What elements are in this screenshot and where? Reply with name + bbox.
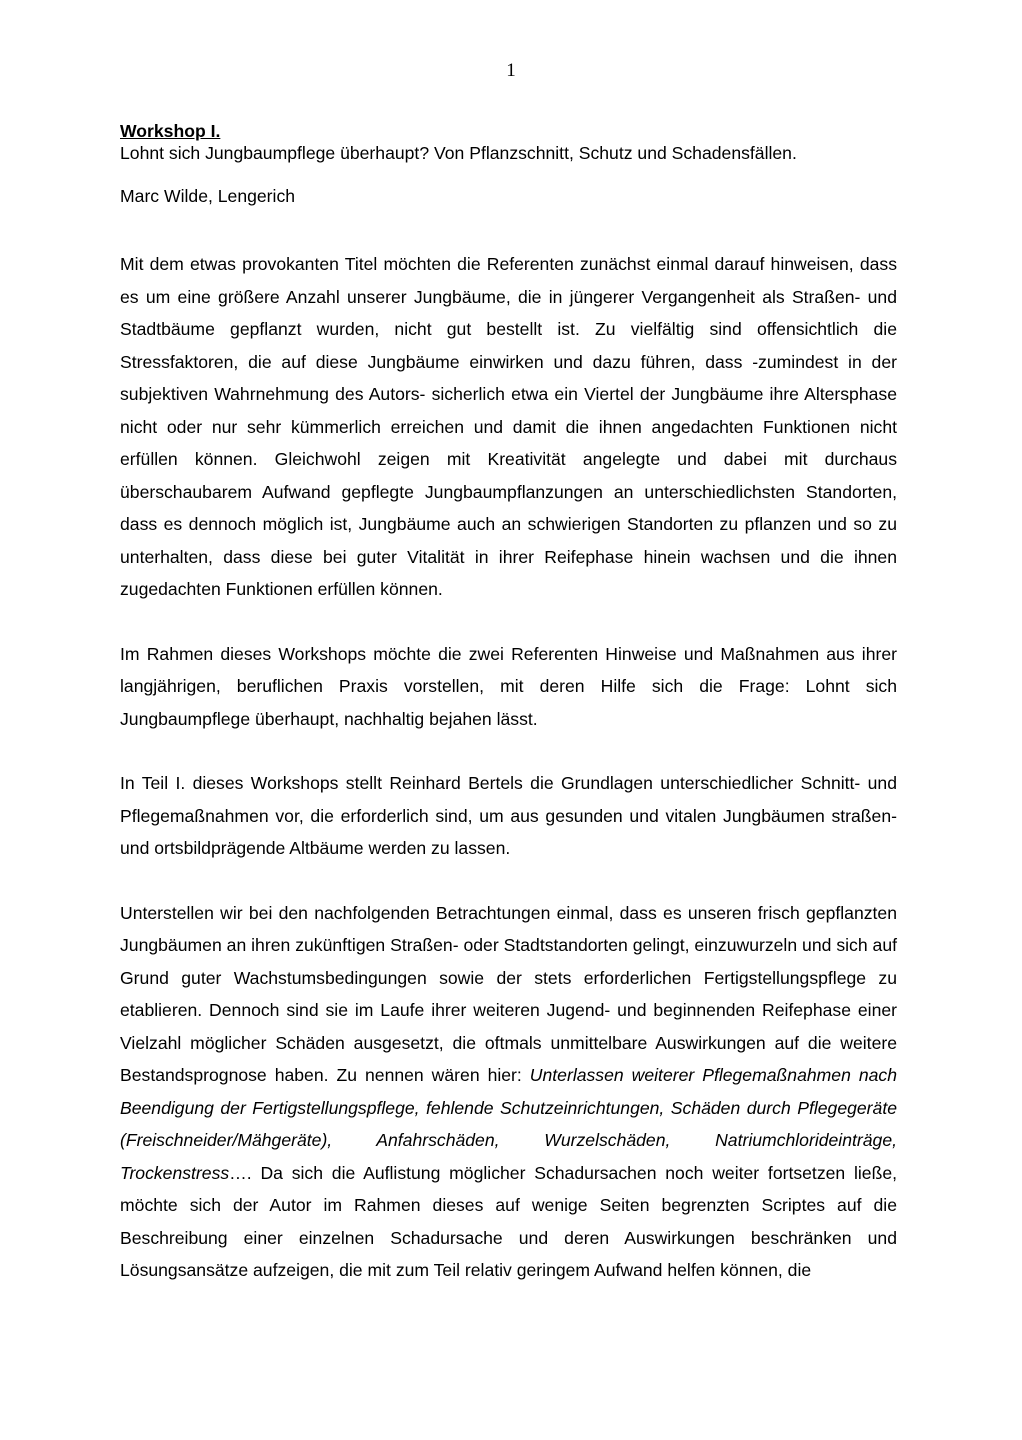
paragraph-damage-causes	[120, 897, 897, 1287]
workshop-subtitle: Lohnt sich Jungbaumpflege überhaupt? Von Pflanzschnitt, Schutz und Schadensfällen.	[120, 143, 797, 163]
paragraph-intro: Mit dem etwas provokanten Titel möchten die Referenten zunächst einmal darauf hinweisen, dass es um eine größere Anzahl unserer Jungbäume, die in jüngerer Vergangenheit als Straßen- und Stadtbäume gepflanzt wurden, nicht gut bestellt ist. Zu vielfältig sind offensichtlich die Stressfaktoren, die auf diese Jungbäume einwirken und dazu führen, dass -zumindest in der subjektiven Wahrnehmung des Autors- sicherlich etwa ein Viertel der Jungbäume ihre Altersphase nicht oder nur sehr kümmerlich erreichen und damit die ihnen angedachten Funktionen nicht erfüllen können. Gleichwohl zeigen mit Kreativität angelegte und dabei mit durchaus überschaubarem Aufwand gepflegte Jungbaumpflanzungen an unterschiedlichsten Standorten, dass es dennoch möglich ist, Jungbäume auch an schwierigen Standorten zu pflanzen und so zu unterhalten, dass diese bei guter Vitalität in ihrer Reifephase hinein wachsen und die ihnen zugedachten Funktionen erfüllen können.	[120, 254, 897, 599]
paragraph-part-one: In Teil I. dieses Workshops stellt Reinhard Bertels die Grundlagen unterschiedlicher Schnitt- und Pflegemaßnahmen vor, die erforderlich sind, um aus gesunden und vitalen Jungbäumen straßen- und ortsbildprägende Altbäume werden zu lassen.	[120, 773, 897, 858]
damage-causes-list: Unterlassen weiterer Pflegemaßnahmen nach Beendigung der Fertigstellungspflege, fehlende Schutzeinrichtungen, Schäden durch Pflegegeräte (Freischneider/Mähgeräte), Anfahrschäden, Wurzelschäden, Natriumchlorideinträge, Trockenstress	[120, 1065, 897, 1183]
page-number: 1	[506, 60, 516, 81]
paragraph-workshop-scope: Im Rahmen dieses Workshops möchte die zwei Referenten Hinweise und Maßnahmen aus ihrer langjährigen, beruflichen Praxis vorstellen, mit deren Hilfe sich die Frage: Lohnt sich Jungbaumpflege überhaupt, nachhaltig bejahen lässt.	[120, 643, 897, 729]
ellipsis: ….	[229, 1162, 252, 1183]
author-line: Marc Wilde, Lengerich	[120, 186, 296, 206]
document-body	[120, 120, 897, 1287]
damage-intro-text: Unterstellen wir bei den nachfolgenden Betrachtungen einmal, dass es unseren frisch gepflanzten Jungbäumen an ihren zukünftigen Straßen- oder Stadtstandorten gelingt, einzuwurzeln und sich auf Grund guter Wachstumsbedingungen sowie der stets erforderlichen Fertigstellungspflege zu etablieren. Dennoch sind sie im Laufe ihrer weiteren Jugend- und beginnenden Reifephase einer Vielzahl möglicher Schäden ausgesetzt, die oftmals unmittelbare Auswirkungen auf die weitere Bestandsprognose haben. Zu nennen wären hier:	[120, 902, 897, 1085]
workshop-title: Workshop I.	[120, 121, 221, 141]
damage-rest-text: Da sich die Auflistung möglicher Schadursachen noch weiter fortsetzen ließe, möchte sich der Autor im Rahmen dieses auf wenige Seiten begrenzten Scriptes auf die Beschreibung einer einzelnen Schadursache und deren Auswirkungen beschränken und Lösungsansätze aufzeigen, die mit zum Teil relativ geringem Aufwand helfen können, die	[120, 1162, 897, 1280]
